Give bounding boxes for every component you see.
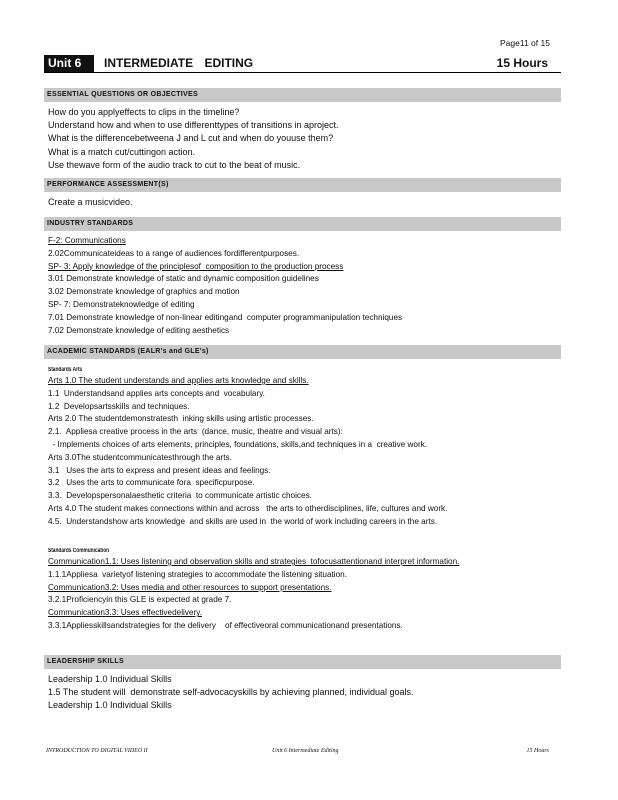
communication-list: [48, 556, 558, 633]
communication-standard: Communication1.1: Uses listening and observation skills and strategies tofocusattentionand interpret information.: [48, 557, 460, 566]
industry-standard: 7.02 Demonstrate knowledge of editing aesthetics: [48, 325, 230, 335]
arts-list: [48, 375, 558, 529]
industry-list: [48, 235, 558, 337]
arts-caption: Standards Arts: [48, 367, 83, 373]
industry-header: INDUSTRY STANDARDS: [44, 217, 561, 231]
industry-standard: F-2: Communications: [48, 236, 126, 245]
essential-list: [48, 106, 558, 172]
leadership-list: [48, 673, 558, 713]
essential-question: What is the differencebetweena J and L cut and when do youuse them?: [48, 133, 334, 144]
arts-standard: 3.1 Uses the arts to express and present ideas and feelings.: [48, 465, 271, 475]
communication-standard: 3.3.1Appliesskillsandstrategies for the delivery of effectiveoral communicationand presentations.: [48, 620, 403, 630]
arts-standard: Arts 3.0The studentcommunicatesthrough the arts.: [48, 452, 232, 462]
leadership-skill: Leadership 1.0 Individual Skills: [48, 674, 172, 684]
arts-standard: 4.5. Understandshow arts knowledge and skills are used in the world of work including careers in the arts.: [48, 516, 438, 526]
leadership-header: LEADERSHIP SKILLS: [44, 655, 561, 669]
performance-header: PERFORMANCE ASSESSMENT(S): [44, 178, 561, 192]
page-number: Page11 of 15: [500, 38, 550, 48]
communication-standard: 1.1.1Appliesa varietyof listening strategies to accommodate the listening situation.: [48, 569, 348, 579]
arts-standard: Arts 4.0 The student makes connections within and across the arts to otherdisciplines, life, cultures and work.: [48, 503, 448, 513]
performance-list: [48, 196, 558, 209]
industry-standard: SP- 7: Demonstrateknowledge of editing: [48, 299, 195, 309]
essential-header: ESSENTIAL QUESTIONS OR OBJECTIVES: [44, 88, 561, 102]
communication-caption: Standards Communication: [48, 548, 110, 554]
footer-center: Unit 6 Intermediate Editing: [272, 748, 339, 754]
performance-item: Create a musicvideo.: [48, 197, 133, 207]
essential-question: How do you applyeffects to clips in the timeline?: [48, 107, 240, 117]
communication-standard: Communication3.3: Uses effectivedelivery.: [48, 608, 202, 618]
title-rule: [44, 72, 561, 73]
leadership-skill: 1.5 The student will demonstrate self-advocacyskills by achieving planned, individual goals.: [48, 687, 414, 698]
arts-standard: 2.1. Appliesa creative process in the arts (dance, music, theatre and visual arts):: [48, 427, 343, 437]
arts-standard: - Implements choices of arts elements, principles, foundations, skills,and techniques in a creative work.: [48, 439, 428, 449]
arts-standard: Arts 1.0 The student understands and applies arts knowledge and skills.: [48, 376, 309, 385]
communication-standard: Communication3.2: Uses media and other resources to support presentations.: [48, 582, 332, 592]
footer-right: 15 Hours: [526, 748, 549, 754]
essential-question: Use thewave form of the audio track to cut to the beat of music.: [48, 159, 301, 170]
arts-standard: Arts 2.0 The studentdemonstratesth inking skills using artistic processes.: [48, 414, 314, 424]
industry-standard: 3.01 Demonstrate knowledge of static and dynamic composition guidelines: [48, 274, 319, 284]
arts-standard: 1.2 Developsartsskills and techniques.: [48, 401, 190, 411]
academic-header: ACADEMIC STANDARDS (EALR's and GLE's): [44, 345, 561, 359]
leadership-skill: Leadership 1.0 Individual Skills: [48, 700, 172, 711]
essential-question: Understand how and when to use differenttypes of transitions in aproject.: [48, 120, 339, 131]
arts-standard: 3.2 Uses the arts to communicate fora specificpurpose.: [48, 478, 255, 488]
footer-left: INTRODUCTION TO DIGITAL VIDEO II: [46, 748, 148, 754]
industry-standard: SP- 3: Apply knowledge of the principlesof composition to the production process: [48, 261, 344, 271]
unit-label: Unit 6: [44, 55, 94, 72]
industry-standard: 3.02 Demonstrate knowledge of graphics and motion: [48, 287, 240, 297]
essential-question: What is a match cut/cuttingon action.: [48, 146, 196, 157]
unit-title: INTERMEDIATE EDITING: [104, 56, 254, 70]
arts-standard: 1.1 Understandsand applies arts concepts and vocabulary.: [48, 388, 265, 398]
industry-standard: 2.02Communicateideas to a range of audiences fordifferentpurposes.: [48, 248, 300, 258]
unit-hours: 15 Hours: [496, 56, 548, 70]
industry-standard: 7.01 Demonstrate knowledge of non-linear editingand computer programmanipulation techniques: [48, 312, 403, 322]
communication-standard: 3.2.1Proficiencyin this GLE is expected at grade 7.: [48, 595, 232, 605]
arts-standard: 3.3. Developspersonalaesthetic criteria to communicate artistic choices.: [48, 491, 312, 501]
